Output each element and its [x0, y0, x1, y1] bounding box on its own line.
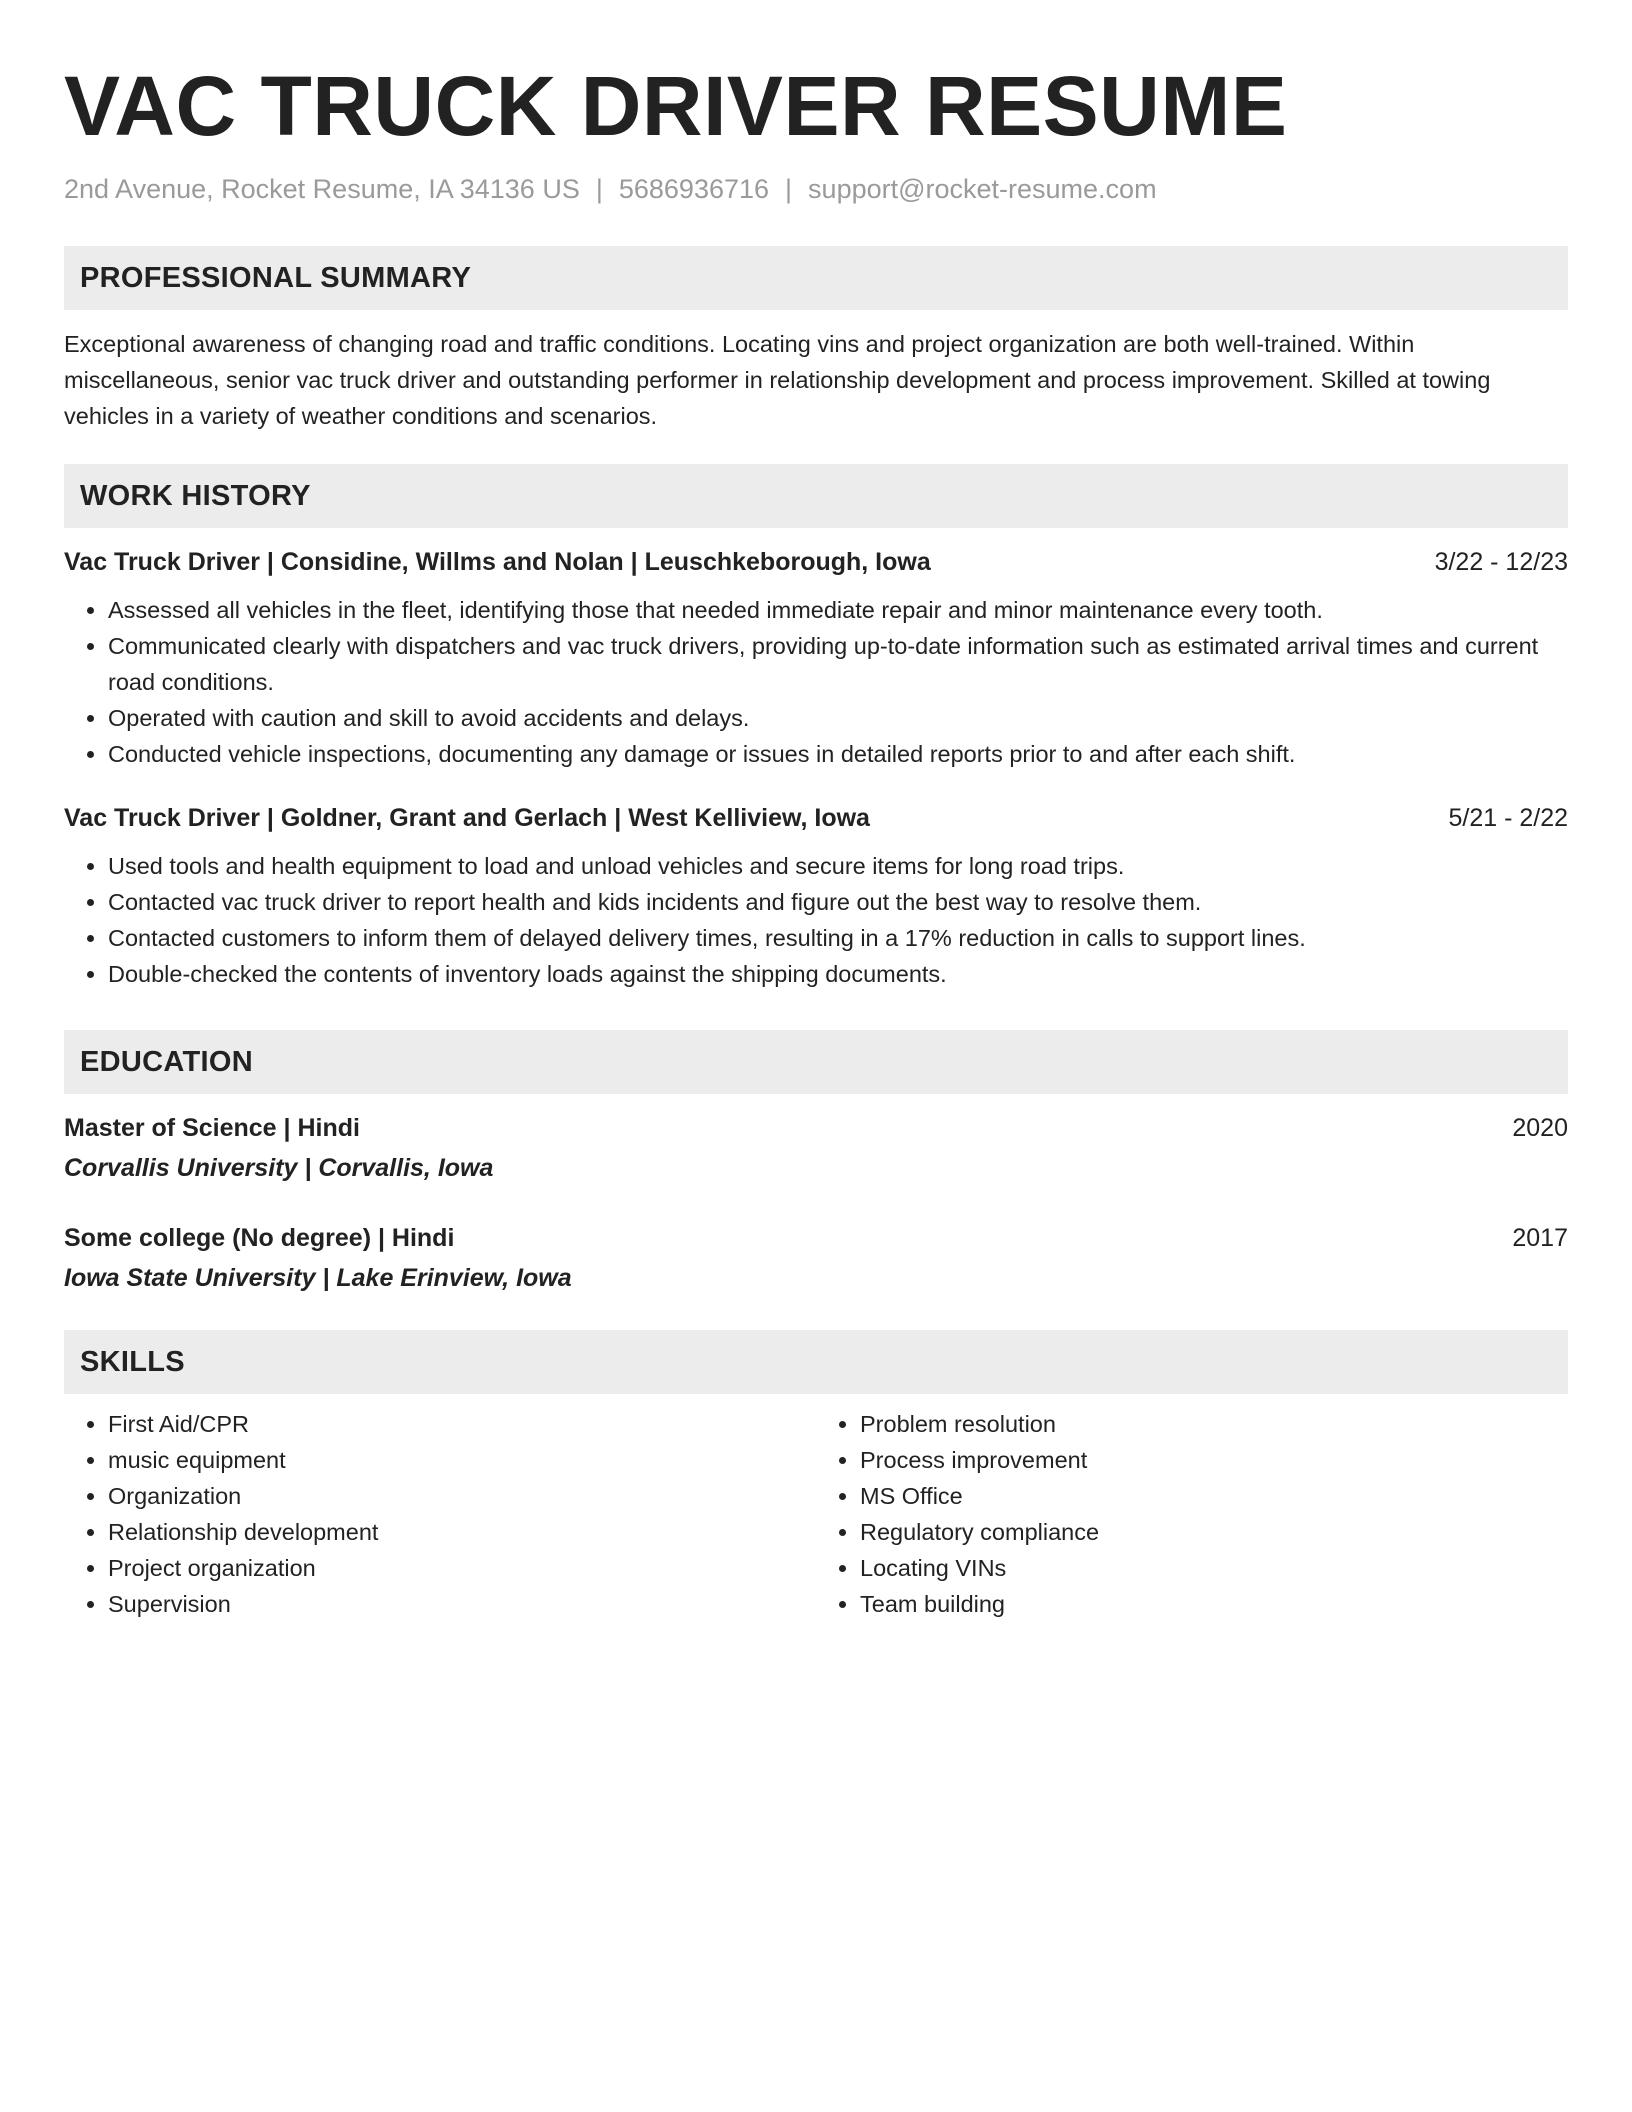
skills-list: [816, 1406, 1568, 1622]
skills-column-left: [64, 1406, 816, 1622]
skill-item: • Project organization: [108, 1550, 816, 1586]
summary-section-header: [64, 246, 1568, 310]
skill-item: • Process improvement: [860, 1442, 1568, 1478]
education-heading: EDUCATION: [80, 1045, 253, 1078]
job-title: Vac Truck Driver | Considine, Willms and Nolan | Leuschkeborough, Iowa: [64, 548, 931, 576]
contact-line: [64, 172, 1568, 206]
job-bullet: • Communicated clearly with dispatchers and vac truck drivers, providing up-to-date information such as estimated arrival times and current road conditions.: [108, 628, 1568, 700]
skill-item: • Locating VINs: [860, 1550, 1568, 1586]
education-year: 2020: [1512, 1114, 1568, 1142]
work-section-header: [64, 464, 1568, 528]
skill-item: • Supervision: [108, 1586, 816, 1622]
job-header: [64, 800, 1568, 836]
skill-item: • First Aid/CPR: [108, 1406, 816, 1442]
job-bullet: • Conducted vehicle inspections, documenting any damage or issues in detailed reports prior to and after each shift.: [108, 736, 1568, 772]
contact-separator: |: [785, 174, 793, 204]
job-bullet: • Used tools and health equipment to load and unload vehicles and secure items for long road trips.: [108, 848, 1568, 884]
work-heading: WORK HISTORY: [80, 479, 311, 512]
skills-section-header: [64, 1330, 1568, 1394]
skill-item: • Problem resolution: [860, 1406, 1568, 1442]
education-year: 2017: [1512, 1224, 1568, 1252]
education-school: Corvallis University | Corvallis, Iowa: [64, 1154, 494, 1182]
skill-item: • Team building: [860, 1586, 1568, 1622]
education-entry: [64, 1110, 1568, 1186]
skill-item: • Relationship development: [108, 1514, 816, 1550]
contact-phone: 5686936716: [618, 174, 770, 204]
job-bullet: • Assessed all vehicles in the fleet, identifying those that needed immediate repair and minor maintenance every tooth.: [108, 592, 1568, 628]
skill-item: • MS Office: [860, 1478, 1568, 1514]
job-bullet: • Contacted vac truck driver to report health and kids incidents and figure out the best way to resolve them.: [108, 884, 1568, 920]
resume-title: VAC TRUCK DRIVER RESUME: [64, 59, 1288, 153]
job-title: Vac Truck Driver | Goldner, Grant and Gerlach | West Kelliview, Iowa: [64, 804, 870, 832]
job-bullets: [64, 848, 1568, 992]
job-header: [64, 544, 1568, 580]
contact-email: support@rocket-resume.com: [808, 174, 1157, 204]
skills-list: [64, 1406, 816, 1622]
job-dates: 5/21 - 2/22: [1448, 804, 1568, 832]
skills-heading: SKILLS: [80, 1345, 185, 1378]
education-entry: [64, 1220, 1568, 1296]
job-bullet: • Operated with caution and skill to avoid accidents and delays.: [108, 700, 1568, 736]
education-header: [64, 1220, 1568, 1256]
skills-column-right: [816, 1406, 1568, 1622]
contact-address: 2nd Avenue, Rocket Resume, IA 34136 US: [64, 174, 580, 204]
skill-item: • Organization: [108, 1478, 816, 1514]
skills-grid: [64, 1406, 1568, 1622]
job-entry: [64, 544, 1568, 772]
job-bullet: • Double-checked the contents of inventory loads against the shipping documents.: [108, 956, 1568, 992]
job-bullets: [64, 592, 1568, 772]
education-degree: Some college (No degree) | Hindi: [64, 1224, 455, 1252]
education-degree: Master of Science | Hindi: [64, 1114, 360, 1142]
contact-separator: |: [595, 174, 603, 204]
education-section-header: [64, 1030, 1568, 1094]
education-school: Iowa State University | Lake Erinview, Iowa: [64, 1264, 572, 1292]
summary-text: Exceptional awareness of changing road and traffic conditions. Locating vins and project organization are both well-trained. Within miscellaneous, senior vac truck driver and outstanding performer in relationship development and process improvement. Skilled at towing vehicles in a variety of weather conditions and scenarios.: [64, 331, 1491, 429]
skill-item: • music equipment: [108, 1442, 816, 1478]
education-header: [64, 1110, 1568, 1146]
summary-heading: PROFESSIONAL SUMMARY: [80, 261, 472, 294]
job-dates: 3/22 - 12/23: [1434, 548, 1568, 576]
skill-item: • Regulatory compliance: [860, 1514, 1568, 1550]
job-bullet: • Contacted customers to inform them of delayed delivery times, resulting in a 17% reduction in calls to support lines.: [108, 920, 1568, 956]
job-entry: [64, 800, 1568, 992]
